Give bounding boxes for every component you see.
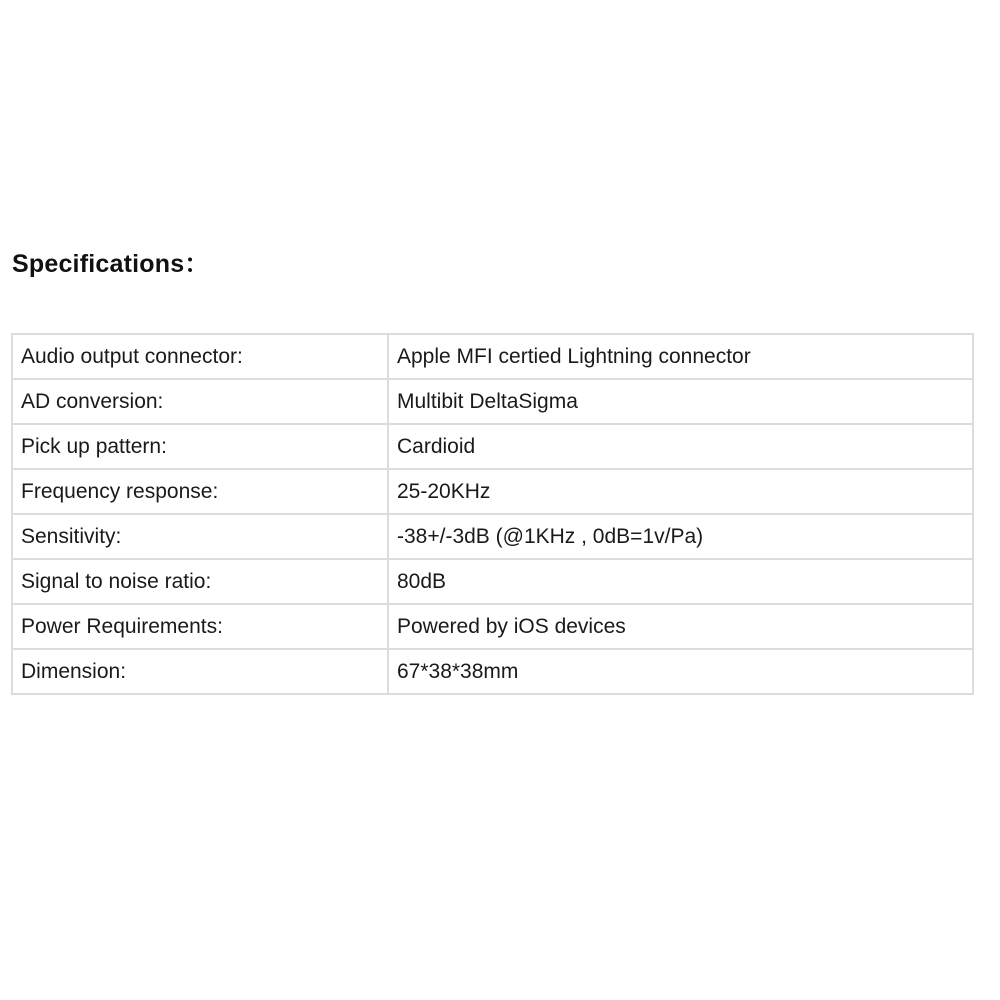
spec-label: Signal to noise ratio: — [12, 559, 388, 604]
spec-label: Sensitivity: — [12, 514, 388, 559]
spec-label: Audio output connector: — [12, 334, 388, 379]
spec-value: 80dB — [388, 559, 973, 604]
spec-value: Apple MFI certied Lightning connector — [388, 334, 973, 379]
table-row — [12, 469, 973, 514]
table-row — [12, 514, 973, 559]
spec-label: Frequency response: — [12, 469, 388, 514]
spec-value: 25-20KHz — [388, 469, 973, 514]
spec-label: AD conversion: — [12, 379, 388, 424]
spec-value: Cardioid — [388, 424, 973, 469]
spec-value: 67*38*38mm — [388, 649, 973, 694]
table-row — [12, 559, 973, 604]
spec-label: Dimension: — [12, 649, 388, 694]
spec-value: -38+/-3dB (@1KHz , 0dB=1v/Pa) — [388, 514, 973, 559]
spec-value: Multibit DeltaSigma — [388, 379, 973, 424]
spec-label: Pick up pattern: — [12, 424, 388, 469]
spec-value: Powered by iOS devices — [388, 604, 973, 649]
spec-label: Power Requirements: — [12, 604, 388, 649]
table-row — [12, 379, 973, 424]
table-row — [12, 604, 973, 649]
table-row — [12, 649, 973, 694]
table-row — [12, 424, 973, 469]
page-title: Specifications： — [12, 250, 210, 278]
table-row — [12, 334, 973, 379]
specifications-table — [11, 333, 974, 695]
